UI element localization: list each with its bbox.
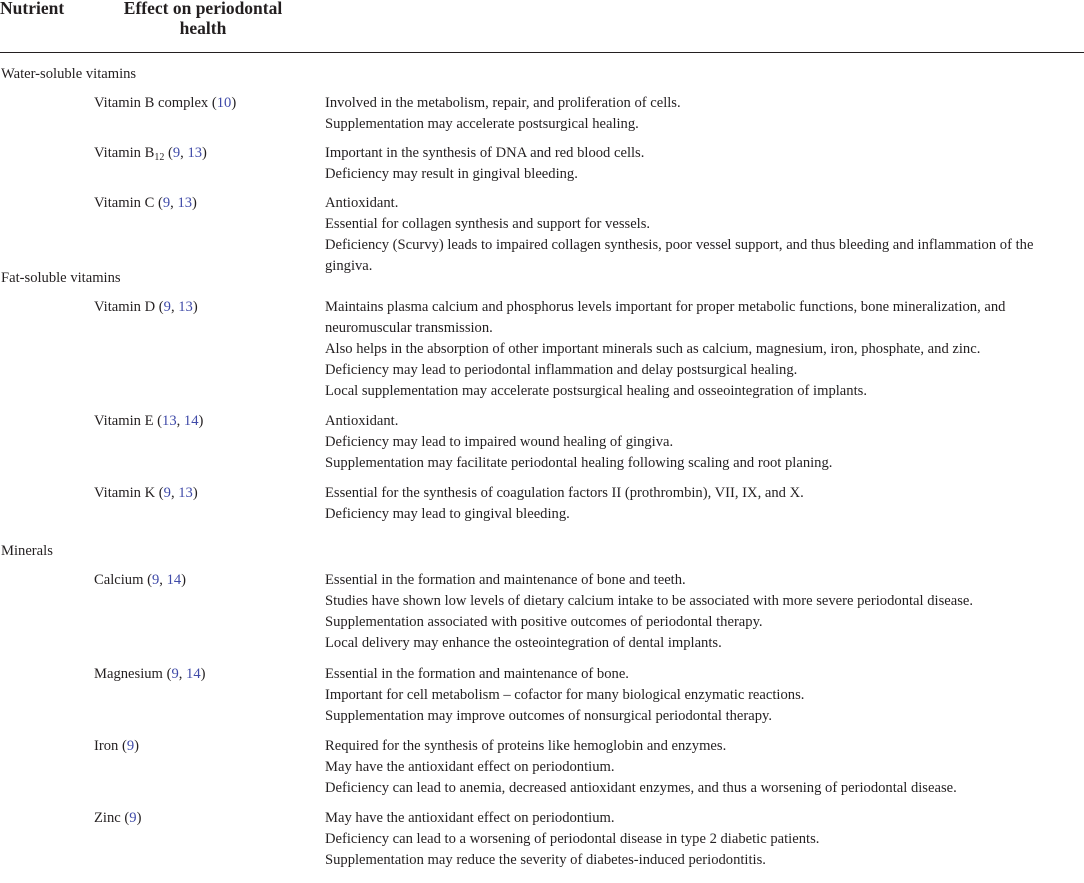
effect-line: Local supplementation may accelerate postsurgical healing and osseointegration of implants. bbox=[325, 383, 867, 399]
group-label: Minerals bbox=[1, 543, 53, 559]
nutrient-label: Vitamin D bbox=[94, 299, 156, 315]
nutrient-label: Zinc bbox=[94, 810, 121, 826]
effect-line: Supplementation may improve outcomes of nonsurgical periodontal therapy. bbox=[325, 708, 773, 724]
group-minerals bbox=[0, 531, 1084, 878]
effect-line: Involved in the metabolism, repair, and proliferation of cells. bbox=[325, 95, 681, 111]
effect-line: Important in the synthesis of DNA and red blood cells. bbox=[325, 145, 645, 161]
effect-cell bbox=[325, 297, 1084, 402]
reference-link[interactable]: 14 bbox=[183, 413, 199, 429]
effect-line: Deficiency can lead to anemia, decreased antioxidant enzymes, and thus a worsening of periodontal disease. bbox=[325, 780, 957, 796]
nutrient-label: Calcium bbox=[94, 572, 144, 588]
nutrient-name: Vitamin C (9, 13) bbox=[94, 195, 197, 211]
effect-line: Important for cell metabolism – cofactor for many biological enzymatic reactions. bbox=[325, 687, 805, 703]
effect-line: Deficiency may lead to periodontal inflammation and delay postsurgical healing. bbox=[325, 362, 798, 378]
effect-line: Deficiency can lead to a worsening of periodontal disease in type 2 diabetic patients. bbox=[325, 831, 820, 847]
table-row bbox=[0, 568, 1084, 662]
effect-line: Required for the synthesis of proteins like hemoglobin and enzymes. bbox=[325, 738, 727, 754]
effect-line: Deficiency may lead to impaired wound healing of gingiva. bbox=[325, 434, 674, 450]
table-header bbox=[0, 0, 1084, 52]
reference-link[interactable]: 14 bbox=[166, 572, 182, 588]
nutrient-name: Magnesium (9, 14) bbox=[94, 666, 206, 682]
reference-link[interactable]: 13 bbox=[187, 145, 203, 161]
effect-cell bbox=[325, 736, 1084, 799]
reference-link[interactable]: 13 bbox=[162, 413, 177, 429]
effect-cell bbox=[325, 93, 1084, 135]
group-fat-soluble-vitamins bbox=[0, 258, 1084, 531]
nutrient-name: Vitamin K (9, 13) bbox=[94, 485, 198, 501]
reference-link[interactable]: 10 bbox=[216, 95, 232, 111]
column-header-nutrient: Nutrient bbox=[0, 0, 65, 18]
reference-link[interactable]: 14 bbox=[186, 666, 201, 682]
reference-link[interactable]: 9 bbox=[162, 195, 171, 211]
effect-line: Antioxidant. bbox=[325, 195, 399, 211]
reference-link[interactable]: 9 bbox=[129, 810, 137, 826]
effect-line: Antioxidant. bbox=[325, 413, 399, 429]
effect-line: Also helps in the absorption of other important minerals such as calcium, magnesium, iron, phosphate, and zinc. bbox=[325, 341, 981, 357]
effect-cell bbox=[325, 570, 1084, 654]
nutrient-name: Zinc (9) bbox=[94, 810, 142, 826]
table-row bbox=[0, 295, 1084, 409]
effect-line: Essential in the formation and maintenance of bone. bbox=[325, 666, 629, 682]
effect-line: Maintains plasma calcium and phosphorus levels important for proper metabolic functions, bone mineralization, and bbox=[325, 299, 1006, 315]
effect-line: neuromuscular transmission. bbox=[325, 320, 493, 336]
nutrient-label: Vitamin B complex bbox=[94, 95, 209, 111]
effect-line: Local delivery may enhance the osteointegration of dental implants. bbox=[325, 635, 722, 651]
table-row bbox=[0, 481, 1084, 531]
effect-cell bbox=[325, 808, 1084, 871]
effect-line: Supplementation may accelerate postsurgical healing. bbox=[325, 116, 639, 132]
nutrient-label: Vitamin B bbox=[94, 145, 155, 161]
reference-link[interactable]: 13 bbox=[178, 485, 193, 501]
effect-line: Essential for the synthesis of coagulation factors II (prothrombin), VII, IX, and X. bbox=[325, 485, 804, 501]
table-row bbox=[0, 409, 1084, 481]
reference-link[interactable]: 9 bbox=[126, 738, 135, 754]
reference-link[interactable]: 9 bbox=[163, 485, 171, 501]
effect-line: Deficiency (Scurvy) leads to impaired collagen synthesis, poor vessel support, and thus bleeding and inflammation of the bbox=[325, 237, 1034, 253]
reference-link[interactable]: 9 bbox=[151, 572, 160, 588]
table-body bbox=[0, 54, 1084, 878]
nutrient-label: Iron bbox=[94, 738, 119, 754]
nutrient-name: Vitamin D (9, 13) bbox=[94, 299, 198, 315]
effect-line: Deficiency may result in gingival bleeding. bbox=[325, 166, 578, 182]
effect-line: Supplementation associated with positive outcomes of periodontal therapy. bbox=[325, 614, 763, 630]
effect-line: Supplementation may reduce the severity of diabetes-induced periodontitis. bbox=[325, 852, 766, 868]
nutrient-name: Calcium (9, 14) bbox=[94, 572, 187, 588]
table-row bbox=[0, 141, 1084, 191]
nutrient-label: Vitamin E bbox=[94, 413, 154, 429]
table-row bbox=[0, 191, 1084, 274]
group-label: Fat-soluble vitamins bbox=[1, 270, 121, 286]
reference-link[interactable]: 13 bbox=[177, 195, 193, 211]
table-row bbox=[0, 91, 1084, 141]
table-row bbox=[0, 662, 1084, 734]
effect-cell bbox=[325, 664, 1084, 727]
effect-line: May have the antioxidant effect on periodontium. bbox=[325, 759, 615, 775]
nutrient-label: Vitamin K bbox=[94, 485, 156, 501]
nutrient-name: Iron (9) bbox=[94, 738, 140, 754]
nutrient-subscript: 12 bbox=[154, 152, 165, 163]
effect-line: Essential in the formation and maintenance of bone and teeth. bbox=[325, 572, 686, 588]
effect-cell bbox=[325, 483, 1084, 525]
effect-cell bbox=[325, 411, 1084, 474]
effect-line: Essential for collagen synthesis and support for vessels. bbox=[325, 216, 651, 232]
effect-line: May have the antioxidant effect on periodontium. bbox=[325, 810, 615, 826]
reference-link[interactable]: 9 bbox=[163, 299, 171, 315]
table-row bbox=[0, 806, 1084, 878]
nutrient-name: Vitamin B complex (10) bbox=[94, 95, 237, 111]
nutrient-label: Vitamin C bbox=[94, 195, 155, 211]
table-row bbox=[0, 734, 1084, 806]
reference-link[interactable]: 9 bbox=[172, 145, 181, 161]
nutrient-name: Vitamin $B_{12}$ (9, 13) bbox=[94, 145, 207, 163]
effect-line: Studies have shown low levels of dietary calcium intake to be associated with more severe periodontal disease. bbox=[325, 593, 974, 609]
nutrient-label: Magnesium bbox=[94, 666, 163, 682]
reference-link[interactable]: 13 bbox=[178, 299, 193, 315]
group-label: Water-soluble vitamins bbox=[1, 66, 137, 82]
group-water-soluble-vitamins bbox=[0, 54, 1084, 274]
header-rule bbox=[0, 52, 1084, 53]
nutrient-name: Vitamin E (13, 14) bbox=[94, 413, 204, 429]
effect-line: Supplementation may facilitate periodontal healing following scaling and root planing. bbox=[325, 455, 833, 471]
effect-cell bbox=[325, 143, 1084, 185]
effect-line: gingiva. bbox=[325, 258, 373, 274]
effect-line: Deficiency may lead to gingival bleeding. bbox=[325, 506, 570, 522]
column-header-effect: Effect on periodontal health bbox=[123, 0, 283, 38]
reference-link[interactable]: 9 bbox=[171, 666, 179, 682]
